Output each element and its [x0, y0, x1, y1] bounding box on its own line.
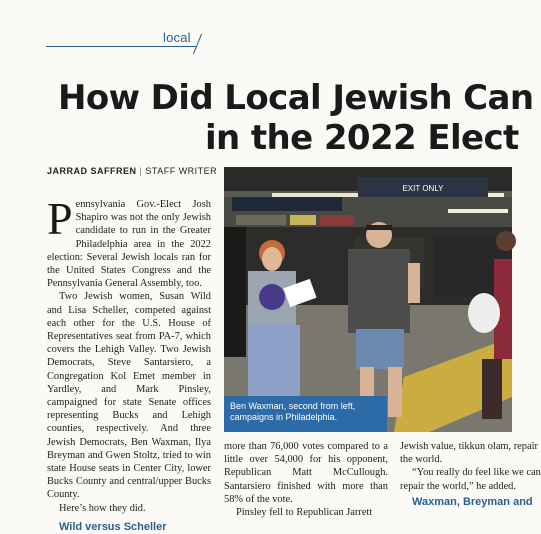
- headline-line-2: in the 2022 Elect: [205, 118, 519, 158]
- section-tag: local: [163, 30, 191, 45]
- subhead-wild-scheller: Wild versus Scheller: [59, 520, 167, 533]
- paragraph-3: Here’s how they did.: [59, 502, 146, 514]
- article-column-middle: [224, 440, 388, 519]
- campaign-photo-illustration: [224, 167, 512, 432]
- right-paragraph-2: [400, 466, 541, 492]
- middle-paragraph-1: more than 76,000 votes compared to a little over 54,000 for his opponent, Republican Matt McCullough. Santarsiero finished with more than 58% of the vote.: [224, 441, 388, 505]
- right-paragraph-2-line-a: “You really do feel like we can: [412, 467, 541, 479]
- right-paragraph-1-line-b: the world.: [400, 454, 443, 466]
- section-slash: [193, 34, 202, 55]
- middle-paragraph-2: Pinsley fell to Republican Jarrett: [236, 507, 373, 519]
- right-paragraph-2-line-b: repair the world,” he added.: [400, 480, 516, 492]
- subhead-waxman-breyman: Waxman, Breyman and: [412, 495, 533, 508]
- paragraph-1-text: ennsylvania Gov.-Elect Josh Shapiro was not the only Jewish candidate to run in the Greater Philadelphia area in the 2022 election: Several Jewish locals ran for the United States Congress and the Pennsylvania General Assembly, too.: [47, 199, 211, 290]
- byline-author: JARRAD SAFFREN: [47, 166, 137, 176]
- section-rule: [46, 46, 196, 47]
- headline-line-1: How Did Local Jewish Can: [58, 78, 534, 118]
- photo-caption: Ben Waxman, second from left, campaigns in Philadelphia.: [224, 396, 387, 432]
- paragraph-1: [47, 193, 211, 290]
- right-paragraph-1-line-a: Jewish value, tikkun olam, repair: [400, 441, 538, 452]
- article-column-right: [400, 440, 541, 509]
- exit-only-sign: EXIT ONLY: [402, 184, 444, 193]
- byline-role: STAFF WRITER: [145, 166, 218, 176]
- byline-separator: |: [139, 166, 143, 176]
- byline: [47, 166, 217, 176]
- right-paragraph-1: [400, 440, 538, 466]
- dropcap: P: [47, 193, 73, 244]
- article-column-left: [47, 193, 211, 534]
- paragraph-2: Two Jewish women, Susan Wild and Lisa Scheller, competed against each other for the U.S. House of Representatives seat from PA-7, which covers the Lehigh Valley. Two Jewish Democrats, Steve Santarsiero, a Congregation Kol Emet member in Yardley, and Mark Pinsley, campaigned for state Senate offices representing Bucks and Lehigh counties, respectively. And three Jewish Democrats, Ben Waxman, Ilya Breyman and Gwen Stoltz, tried to win state House seats in Center City, lower Bucks County and central/upper Bucks County.: [47, 291, 211, 501]
- campaign-photo: [224, 167, 512, 432]
